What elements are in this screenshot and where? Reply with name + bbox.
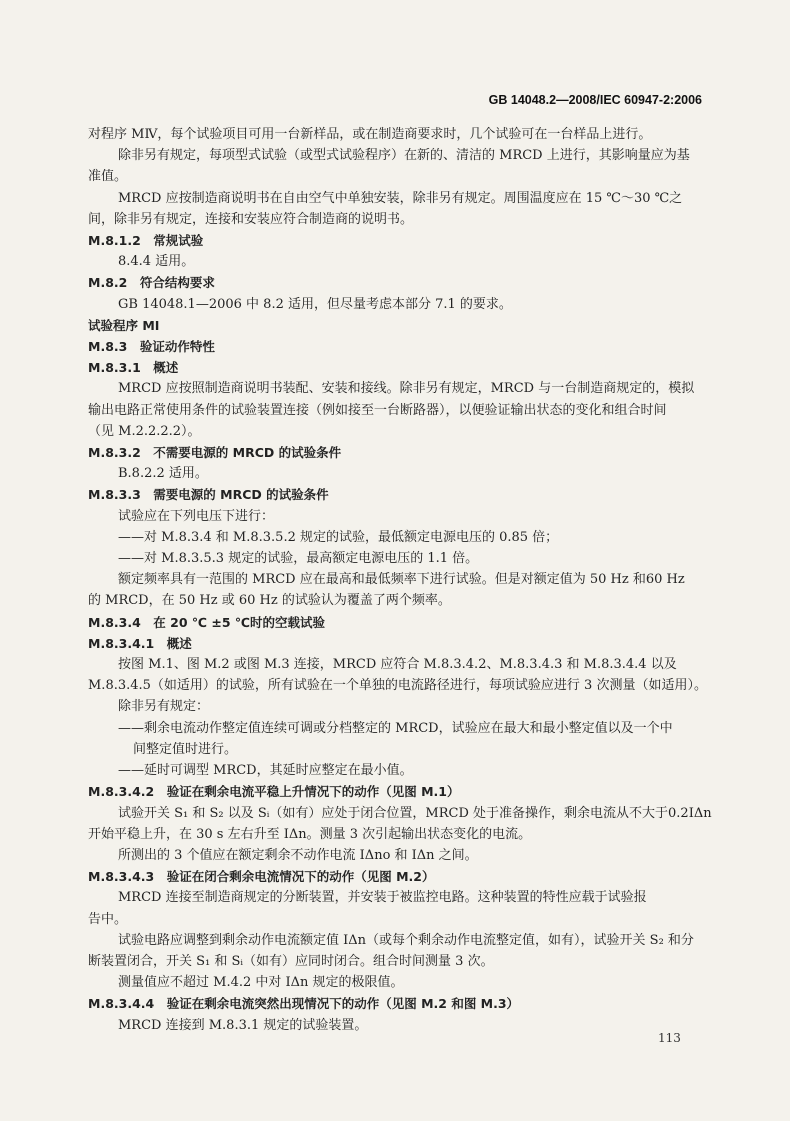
section-heading: M.8.3.2 不需要电源的 MRCD 的试验条件: [88, 445, 342, 461]
section-heading: M.8.3.1 概述: [88, 360, 179, 376]
page-number: 113: [658, 1031, 681, 1045]
list-item: ——剩余电流动作整定值连续可调或分档整定的 MRCD，试验应在最大和最小整定值以及一个中: [118, 720, 673, 736]
page-body: [88, 124, 712, 1036]
list-item: ——对 M.8.3.5.3 规定的试验，最高额定电源电压的 1.1 倍。: [118, 551, 479, 567]
paragraph-line: 除非另有规定，每项型式试验（或型式试验程序）在新的、清洁的 MRCD 上进行，其影响量应为基: [118, 148, 690, 164]
list-item-continuation: 间整定值时进行。: [133, 741, 238, 757]
paragraph-line: 试验开关 S₁ 和 S₂ 以及 Sᵢ（如有）应处于闭合位置，MRCD 处于准备操作，剩余电流从不大于0.2IΔn: [118, 805, 712, 821]
paragraph-line: 额定频率具有一范围的 MRCD 应在最高和最低频率下进行试验。但是对额定值为 50 Hz 和60 Hz: [118, 572, 685, 588]
body-line: 告中。: [88, 911, 128, 927]
paragraph-line: 试验电路应调整到剩余动作电流额定值 IΔn（或每个剩余动作电流整定值，如有），试验开关 S₂ 和分: [118, 932, 694, 948]
body-line: M.8.3.4.5（如适用）的试验，所有试验在一个单独的电流路径进行，每项试验应进行 3 次测量（如适用）。: [88, 678, 707, 694]
standard-header: GB 14048.2—2008/IEC 60947-2:2006: [488, 93, 702, 107]
paragraph-line: 试验应在下列电压下进行：: [118, 508, 275, 524]
paragraph-line: 所测出的 3 个值应在额定剩余不动作电流 IΔno 和 IΔn 之间。: [118, 847, 478, 863]
section-heading: M.8.2 符合结构要求: [88, 275, 215, 291]
section-heading: M.8.3.4.2 验证在剩余电流平稳上升情况下的动作（见图 M.1）: [88, 784, 460, 800]
section-heading: M.8.3 验证动作特性: [88, 339, 215, 355]
body-line: 断装置闭合，开关 S₁ 和 Sᵢ（如有）应同时闭合。组合时间测量 3 次。: [88, 953, 494, 969]
section-heading: M.8.3.4.3 验证在闭合剩余电流情况下的动作（见图 M.2）: [88, 869, 435, 885]
body-line: 间，除非另有规定，连接和安装应符合制造商的说明书。: [88, 211, 414, 227]
body-line: 开始平稳上升，在 30 s 左右升至 IΔn。测量 3 次引起输出状态变化的电流。: [88, 826, 532, 842]
body-line: 的 MRCD，在 50 Hz 或 60 Hz 的试验认为覆盖了两个频率。: [88, 593, 451, 609]
paragraph-line: 8.4.4 适用。: [118, 254, 195, 270]
paragraph-line: MRCD 连接至制造商规定的分断装置，并安装于被监控电路。这种装置的特性应载于试验报: [118, 890, 647, 906]
body-line: （见 M.2.2.2.2）。: [88, 423, 201, 439]
paragraph-line: 按图 M.1、图 M.2 或图 M.3 连接，MRCD 应符合 M.8.3.4.2、M.8.3.4.3 和 M.8.3.4.4 以及: [118, 657, 677, 673]
paragraph-line: MRCD 应按制造商说明书在自由空气中单独安装，除非另有规定。周围温度应在 15 ℃～30 ℃之: [118, 190, 683, 206]
body-line: 准值。: [88, 169, 128, 185]
section-heading: M.8.3.4.1 概述: [88, 635, 192, 651]
list-item: ——延时可调型 MRCD，其延时应整定在最小值。: [118, 763, 413, 779]
section-heading: M.8.3.4.4 验证在剩余电流突然出现情况下的动作（见图 M.2 和图 M.3）: [88, 996, 520, 1012]
paragraph-line: MRCD 应按照制造商说明书装配、安装和接线。除非另有规定，MRCD 与一台制造商规定的，模拟: [118, 381, 695, 397]
section-heading: M.8.3.4 在 20 ℃ ±5 ℃时的空载试验: [88, 614, 326, 630]
body-line: 对程序 MⅣ，每个试验项目可用一台新样品，或在制造商要求时，几个试验可在一台样品上进行。: [88, 127, 652, 142]
paragraph-line: GB 14048.1—2006 中 8.2 适用，但尽量考虑本部分 7.1 的要求。: [118, 296, 512, 312]
list-item: ——对 M.8.3.4 和 M.8.3.5.2 规定的试验，最低额定电源电压的 0.85 倍；: [118, 529, 559, 545]
paragraph-line: B.8.2.2 适用。: [118, 466, 208, 482]
paragraph-line: 测量值应不超过 M.4.2 中对 IΔn 规定的极限值。: [118, 975, 404, 991]
section-heading: M.8.3.3 需要电源的 MRCD 的试验条件: [88, 487, 329, 503]
section-heading: 试验程序 MⅠ: [88, 317, 160, 333]
paragraph-line: MRCD 连接到 M.8.3.1 规定的试验装置。: [118, 1017, 368, 1033]
body-line: 输出电路正常使用条件的试验装置连接（例如接至一台断路器），以便验证输出状态的变化和组合时间: [88, 402, 667, 418]
section-heading: M.8.1.2 常规试验: [88, 233, 204, 249]
paragraph-line: 除非另有规定：: [118, 699, 210, 715]
